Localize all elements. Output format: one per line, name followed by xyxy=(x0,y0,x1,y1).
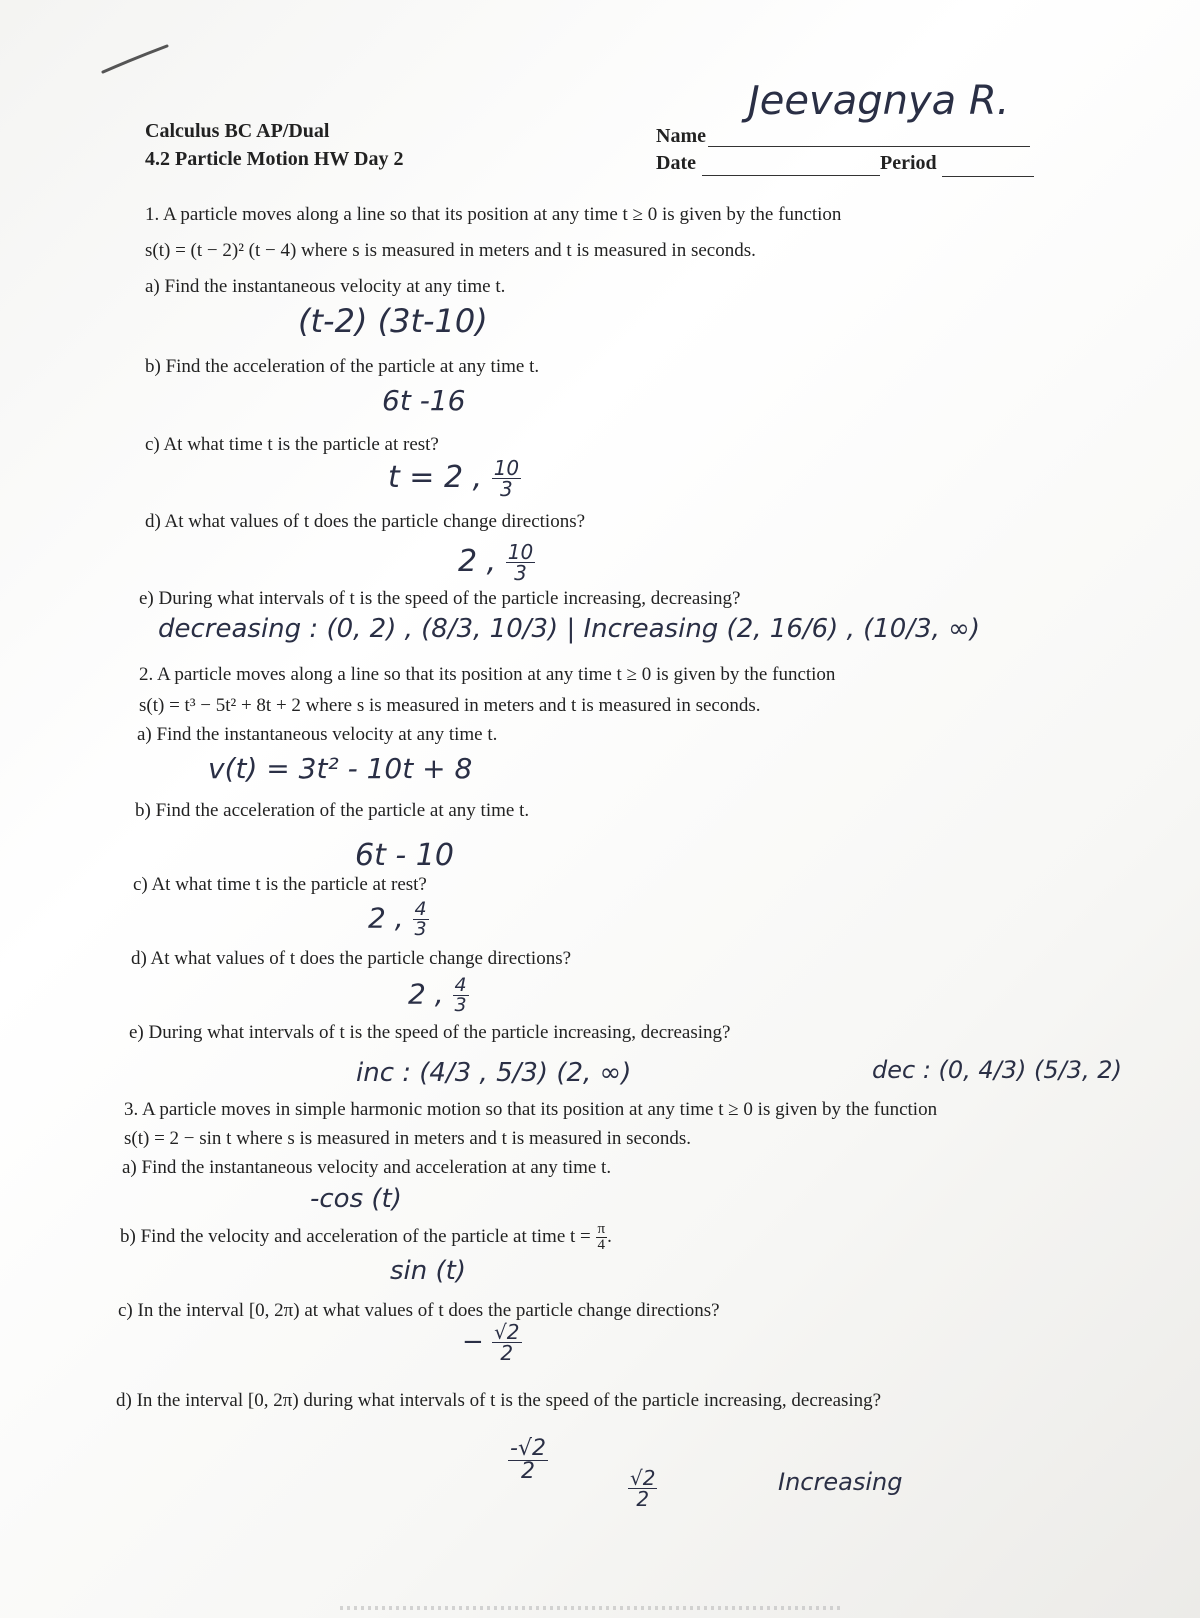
q2a-answer: v(t) = 3t² - 10t + 8 xyxy=(208,752,473,785)
q2c-answer xyxy=(368,900,429,939)
q3d-answer-1 xyxy=(508,1438,548,1483)
assignment-title: 4.2 Particle Motion HW Day 2 xyxy=(145,148,404,170)
name-label: Name xyxy=(656,125,706,147)
q2e-answer-decreasing: dec : (0, 4/3) (5/3, 2) xyxy=(872,1056,1122,1084)
q1d-answer-fraction xyxy=(506,542,535,583)
q1e-answer: decreasing : (0, 2) , (8/3, 10/3) | Increasing (2, 16/6) , (10/3, ∞) xyxy=(158,614,980,644)
q3d-answer-2 xyxy=(628,1468,657,1509)
bottom-edge-marks xyxy=(340,1606,840,1610)
q1c-prompt: c) At what time t is the particle at rest? xyxy=(145,434,439,455)
q3c-answer-sign: − xyxy=(462,1327,484,1357)
date-label: Date xyxy=(656,152,696,174)
q3c-fraction-denominator: 2 xyxy=(500,1341,514,1365)
q2c-fraction-denominator: 3 xyxy=(414,918,427,940)
q3b-prompt: b) Find the velocity and acceleration of the particle at time t = $\frac{\pi}{4}$ . xyxy=(120,1221,612,1253)
student-name: Jeevagnya R. xyxy=(748,78,1010,124)
q2d-fraction-denominator: 3 xyxy=(454,994,467,1016)
q2b-prompt: b) Find the acceleration of the particle at any time t. xyxy=(135,800,530,821)
q3d-answer-2-fraction xyxy=(628,1468,657,1509)
q3b-fraction-denominator: 4 xyxy=(597,1237,606,1253)
q1d-answer xyxy=(458,542,535,583)
q1b-answer: 6t -16 xyxy=(382,384,466,417)
q3a-prompt: a) Find the instantaneous velocity and acceleration at any time t. xyxy=(122,1157,612,1178)
q1d-fraction-denominator: 3 xyxy=(514,561,527,585)
q3b-fraction-numerator: π xyxy=(597,1221,606,1237)
q1a-answer: (t-2) (3t-10) xyxy=(298,302,488,340)
q1d-answer-prefix: 2 , xyxy=(458,544,497,579)
date-line xyxy=(702,175,880,176)
q3d-answer-1-fraction xyxy=(508,1438,548,1483)
q2c-fraction-numerator: 4 xyxy=(414,898,427,920)
q2e-answer-increasing: inc : (4/3 , 5/3) (2, ∞) xyxy=(356,1058,632,1088)
q2d-prompt: d) At what values of t does the particle change directions? xyxy=(131,948,572,969)
q2-stem-line2: s(t) = t³ − 5t² + 8t + 2 where s is measured in meters and t is measured in seconds. xyxy=(139,695,761,716)
q3b-answer: sin (t) xyxy=(390,1256,466,1286)
q3-stem-line1: 3. A particle moves in simple harmonic motion so that its position at any time t ≥ 0 is given by the function xyxy=(124,1099,938,1120)
q1e-prompt: e) During what intervals of t is the speed of the particle increasing, decreasing? xyxy=(139,588,741,609)
q1c-answer-prefix: t = 2 , xyxy=(388,460,483,495)
q2c-prompt: c) At what time t is the particle at rest? xyxy=(133,874,427,895)
q1c-fraction-numerator: 10 xyxy=(493,456,520,480)
q3-stem-line2: s(t) = 2 − sin t where s is measured in meters and t is measured in seconds. xyxy=(124,1128,692,1149)
q1b-prompt: b) Find the acceleration of the particle at any time t. xyxy=(145,356,540,377)
q3c-prompt: c) In the interval [0, 2π) at what values of t does the particle change directions? xyxy=(118,1300,720,1321)
q1c-answer xyxy=(388,458,521,499)
q3c-answer xyxy=(462,1322,522,1363)
pen-stroke-mark xyxy=(95,40,175,80)
period-line xyxy=(942,176,1034,177)
q1c-answer-fraction xyxy=(492,458,521,499)
q2d-answer xyxy=(408,976,469,1015)
q2c-answer-fraction xyxy=(413,900,429,939)
q1c-fraction-denominator: 3 xyxy=(500,477,513,501)
course-title: Calculus BC AP/Dual xyxy=(145,120,330,142)
q2c-answer-prefix: 2 , xyxy=(368,901,404,935)
q3b-time-fraction xyxy=(596,1222,608,1253)
q3c-fraction-numerator: √2 xyxy=(494,1320,520,1344)
q2-stem-line1: 2. A particle moves along a line so that its position at any time t ≥ 0 is given by the function xyxy=(139,664,836,685)
q3d-answer-1-numerator: -√2 xyxy=(510,1436,546,1461)
q2d-fraction-numerator: 4 xyxy=(454,974,467,996)
q3a-answer: -cos (t) xyxy=(310,1184,402,1214)
name-line xyxy=(708,146,1030,147)
q3d-answer-2-numerator: √2 xyxy=(630,1466,656,1490)
q1-stem-line1: 1. A particle moves along a line so that its position at any time t ≥ 0 is given by the function xyxy=(145,204,842,225)
q3d-answer-1-denominator: 2 xyxy=(520,1459,535,1484)
q2b-answer: 6t - 10 xyxy=(355,838,454,873)
q2d-answer-prefix: 2 , xyxy=(408,977,444,1011)
q3b-prompt-text: b) Find the velocity and acceleration of the particle at time t = xyxy=(120,1225,591,1247)
q2e-prompt: e) During what intervals of t is the speed of the particle increasing, decreasing? xyxy=(129,1022,731,1043)
q1d-prompt: d) At what values of t does the particle change directions? xyxy=(145,511,586,532)
period-label: Period xyxy=(880,152,937,174)
q3c-answer-fraction xyxy=(492,1322,521,1363)
q1d-fraction-numerator: 10 xyxy=(507,540,534,564)
q1-stem-line2: s(t) = (t − 2)² (t − 4) where s is measured in meters and t is measured in seconds. xyxy=(145,240,756,261)
q1a-prompt: a) Find the instantaneous velocity at any time t. xyxy=(145,276,506,297)
q2d-answer-fraction xyxy=(453,976,469,1015)
q3d-answer-2-denominator: 2 xyxy=(636,1487,650,1511)
q3d-answer-3: Increasing xyxy=(778,1468,903,1496)
q3d-prompt: d) In the interval [0, 2π) during what intervals of t is the speed of the particle increasing, decreasing? xyxy=(116,1390,882,1411)
q2a-prompt: a) Find the instantaneous velocity at any time t. xyxy=(137,724,498,745)
